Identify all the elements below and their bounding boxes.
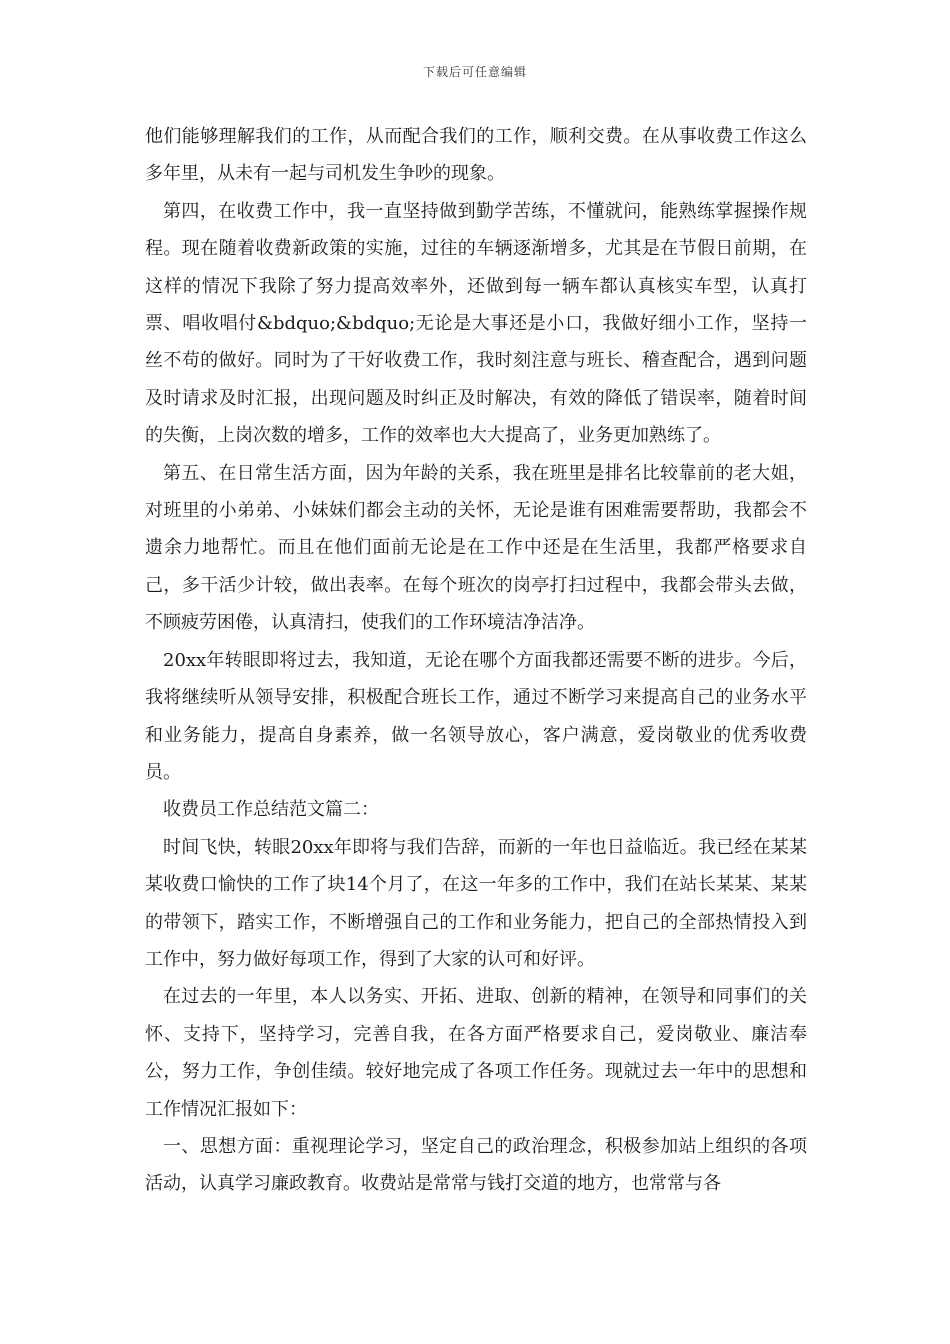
paragraph-fifth-point: 第五、在日常生活方面，因为年龄的关系，我在班里是排名比较靠前的老大姐，对班里的小弟弟、小妹妹们都会主动的关怀，无论是谁有困难需要帮助，我都会不遗余力地帮忙。而且在他们面前无论是在工作中还是在生活里，我都严格要求自己，多干活少计较，做出表率。在每个班次的岗亭打扫过程中，我都会带头去做，不顾疲劳困倦，认真清扫，使我们的工作环境洁净洁净。 <box>145 462 807 634</box>
document-body <box>145 118 807 1203</box>
page-header-note: 下载后可任意编辑 <box>422 65 527 79</box>
paragraph-past-year: 在过去的一年里，本人以务实、开拓、进取、创新的精神，在领导和同事们的关怀、支持下，坚持学习，完善自我，在各方面严格要求自己，爱岗敬业、廉洁奉公，努力工作，争创佳绩。较好地完成了各项工作任务。现就过去一年中的思想和工作情况汇报如下： <box>145 986 807 1120</box>
paragraph-thought-aspect: 一、思想方面：重视理论学习，坚定自己的政治理念，积极参加站上组织的各项活动，认真学习廉政教育。收费站是常常与钱打交道的地方，也常常与各 <box>145 1135 807 1195</box>
section-heading: 收费员工作总结范文篇二： <box>163 799 379 821</box>
paragraph-continuation: 他们能够理解我们的工作，从而配合我们的工作，顺利交费。在从事收费工作这么多年里，从未有一起与司机发生争吵的现象。 <box>145 126 807 185</box>
paragraph-fourth-point: 第四，在收费工作中，我一直坚持做到勤学苦练，不懂就问，能熟练掌握操作规程。现在随着收费新政策的实施，过往的车辆逐渐增多，尤其是在节假日前期，在这样的情况下我除了努力提高效率外，还做到每一辆车都认真核实车型，认真打票、唱收唱付&bdquo;&bdquo;无论是大事还是小口，我做好细小工作，坚持一丝不苟的做好。同时为了干好收费工作，我时刻注意与班长、稽查配合，遇到问题及时请求及时汇报，出现问题及时纠正及时解决，有效的降低了错误率，随着时间的失衡，上岗次数的增多，工作的效率也大大提高了，业务更加熟练了。 <box>145 200 807 447</box>
paragraph-intro: 时间飞快，转眼20xx年即将与我们告辞，而新的一年也日益临近。我已经在某某某收费口愉快的工作了块14个月了，在这一年多的工作中，我们在站长某某、某某的带领下，踏实工作，不断增强自己的工作和业务能力，把自己的全部热情投入到工作中，努力做好每项工作，得到了大家的认可和好评。 <box>145 836 807 970</box>
paragraph-year-outlook: 20xx年转眼即将过去，我知道，无论在哪个方面我都还需要不断的进步。今后，我将继续听从领导安排，积极配合班长工作，通过不断学习来提高自己的业务水平和业务能力，提高自身素养，做一名领导放心，客户满意，爱岗敬业的优秀收费员。 <box>145 649 807 783</box>
